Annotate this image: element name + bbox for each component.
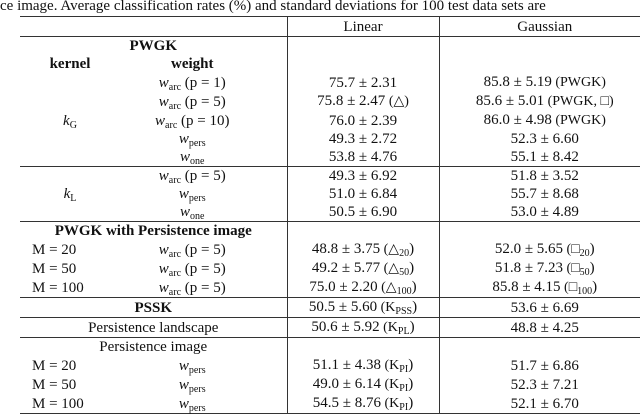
weight-label (179, 377, 206, 393)
gaussian-empty (439, 37, 640, 56)
weight-label-symbol: w (158, 279, 169, 296)
weight-label (155, 113, 229, 129)
score-value: 55.1 ± 8.42 (510, 149, 579, 165)
weight-cell (120, 167, 287, 186)
score-note: (△) (385, 94, 409, 109)
kernel-label-symbol: k (63, 186, 71, 202)
weight-heading: weight (171, 56, 214, 72)
table-row (20, 259, 640, 278)
score-note-subscript: PI (399, 383, 409, 394)
weight-label-param: (p = 5) (181, 260, 226, 277)
weight-label (179, 358, 206, 374)
score-note: (K (377, 300, 396, 315)
kernel-label-subscript: L (70, 193, 77, 204)
score-note: (K (381, 358, 400, 373)
score-value: 52.3 ± 7.21 (510, 376, 579, 393)
score-value: 85.6 ± 5.01 (475, 93, 545, 109)
weight-label (179, 131, 206, 147)
score-value: 86.0 ± 4.98 (483, 112, 552, 128)
table-row (20, 318, 640, 338)
kernel-label (63, 113, 77, 129)
weight-label-subscript: arc (168, 81, 182, 93)
score-value: 50.6 ± 5.92 (311, 319, 380, 335)
weight-cell (120, 394, 287, 414)
linear-score (287, 185, 439, 203)
section-title: PWGK (20, 37, 287, 56)
gaussian-score (439, 394, 640, 414)
linear-score (287, 203, 439, 222)
table-row (20, 111, 640, 130)
linear-score (287, 92, 439, 111)
table-row (20, 375, 640, 394)
weight-label (180, 204, 204, 220)
weight-label-param: (p = 5) (181, 279, 226, 296)
score-value: 51.7 ± 6.86 (510, 357, 579, 374)
resolution-cell (20, 259, 120, 278)
linear-score (287, 130, 439, 148)
kernel-cell (20, 185, 120, 203)
weight-label-subscript: arc (168, 286, 182, 298)
weight-cell (120, 92, 287, 111)
score-value: 53.8 ± 4.76 (328, 149, 398, 165)
weight-cell (120, 148, 287, 167)
score-value: 85.8 ± 4.15 (492, 279, 561, 295)
weight-label-symbol: w (155, 112, 166, 129)
score-value: 49.2 ± 5.77 (311, 260, 381, 276)
gaussian-score (439, 356, 640, 375)
subheader-row (20, 55, 640, 73)
gaussian-empty (439, 338, 640, 357)
weight-label-symbol: w (178, 357, 189, 374)
weight-label-symbol: w (158, 168, 169, 184)
header-linear: Linear (287, 17, 439, 37)
method-label: Persistence landscape (20, 318, 287, 338)
table-row (20, 73, 640, 92)
weight-label-symbol: w (158, 260, 169, 277)
kernel-cell (20, 92, 120, 111)
weight-label-param: (p = 5) (181, 241, 226, 258)
table-row (20, 92, 640, 111)
kernel-cell (20, 111, 120, 130)
gaussian-score (439, 278, 640, 298)
table-row (20, 167, 640, 186)
score-value: 52.1 ± 6.70 (510, 395, 579, 412)
score-value: 75.0 ± 2.20 (309, 279, 378, 295)
score-value: 51.1 ± 4.38 (312, 357, 382, 373)
score-note: (PWGK) (551, 75, 606, 90)
score-note-subscript: 20 (399, 248, 410, 259)
weight-label-subscript: pers (188, 364, 206, 376)
weight-cell (120, 73, 287, 92)
score-note-close: ) (589, 241, 595, 257)
resolution-label: M = 20 (32, 357, 77, 374)
weight-label (180, 149, 204, 165)
weight-label-symbol: w (178, 186, 189, 202)
table-caption: ce image. Average classification rates (%) and standard deviations for 100 test data sets are (0, 0, 546, 14)
table-row (20, 148, 640, 167)
score-value: 76.0 ± 2.39 (328, 112, 398, 129)
score-note-close: ) (409, 260, 415, 276)
resolution-label: M = 100 (32, 395, 84, 412)
table-row (20, 394, 640, 414)
section-title: PWGK with Persistence image (20, 222, 287, 241)
weight-label-param: (p = 5) (181, 93, 226, 110)
table-row (20, 298, 640, 318)
weight-label-subscript: arc (168, 100, 182, 112)
weight-label (159, 280, 226, 296)
table-row (20, 130, 640, 148)
linear-empty (287, 37, 439, 56)
linear-score (287, 73, 439, 92)
score-note-close: ) (409, 319, 415, 335)
weight-cell (120, 259, 287, 278)
weight-label-subscript: arc (168, 267, 182, 279)
score-note-close: ) (411, 279, 417, 295)
score-note: (□ (563, 242, 580, 257)
score-note-subscript: 50 (399, 267, 410, 278)
score-value: 51.0 ± 6.84 (328, 186, 398, 202)
weight-label (159, 242, 226, 258)
weight-label-subscript: arc (168, 175, 182, 186)
linear-score (287, 148, 439, 167)
score-note-close: ) (589, 260, 595, 276)
resolution-cell (20, 240, 120, 259)
score-value: 49.3 ± 2.72 (328, 131, 398, 147)
weight-cell (120, 375, 287, 394)
score-value: 49.3 ± 6.92 (328, 168, 398, 184)
score-value: 75.8 ± 2.47 (317, 93, 386, 109)
linear-empty (287, 338, 439, 357)
gaussian-score (439, 167, 640, 186)
resolution-label: M = 50 (32, 376, 77, 393)
score-note: (PWGK) (551, 113, 606, 128)
kernel-cell (20, 203, 120, 222)
section-title-row (20, 222, 640, 241)
gaussian-score (439, 130, 640, 148)
weight-label-subscript: one (190, 211, 205, 222)
score-value: 75.7 ± 2.31 (328, 74, 398, 91)
score-note: (K (381, 377, 400, 392)
weight-label (159, 168, 226, 184)
weight-label-symbol: w (158, 241, 169, 258)
score-note-subscript: PI (399, 364, 409, 375)
table-row (20, 240, 640, 259)
table-row (20, 356, 640, 375)
kernel-label (64, 186, 77, 202)
weight-label-param: (p = 10) (177, 112, 230, 129)
score-note: (△ (380, 261, 400, 276)
linear-score (287, 356, 439, 375)
weight-cell (120, 111, 287, 130)
weight-label-subscript: arc (165, 119, 178, 131)
weight-label-param: (p = 5) (181, 168, 226, 184)
section-title: Persistence image (20, 338, 287, 357)
section-title-row (20, 37, 640, 56)
linear-score (287, 298, 439, 318)
weight-label-symbol: w (178, 376, 189, 393)
results-table (20, 16, 640, 414)
gaussian-score (439, 375, 640, 394)
gaussian-score (439, 240, 640, 259)
score-note-close: ) (412, 299, 418, 315)
score-value: 49.0 ± 6.14 (312, 376, 382, 392)
score-note-close: ) (408, 395, 414, 411)
kernel-label-symbol: k (63, 112, 70, 129)
gaussian-score (439, 298, 640, 318)
score-note-subscript: 100 (577, 286, 593, 297)
score-note-close: ) (408, 357, 414, 373)
score-note: (K (379, 320, 398, 335)
resolution-label: M = 100 (32, 279, 84, 296)
weight-label (159, 94, 226, 110)
score-value: 51.8 ± 7.23 (494, 260, 564, 276)
resolution-cell (20, 356, 120, 375)
kernel-cell (20, 167, 120, 186)
gaussian-score (439, 111, 640, 130)
resolution-label: M = 50 (32, 260, 77, 277)
gaussian-score (439, 185, 640, 203)
weight-label (179, 186, 206, 202)
table-row (20, 278, 640, 298)
score-value: 48.8 ± 4.25 (510, 319, 579, 336)
weight-label-subscript: pers (188, 383, 206, 395)
score-note-subscript: PI (399, 402, 409, 413)
score-note: (□ (560, 280, 578, 295)
resolution-label: M = 20 (32, 241, 77, 258)
linear-score (287, 259, 439, 278)
gaussian-empty (439, 222, 640, 241)
weight-label-symbol: w (158, 93, 169, 110)
weight-cell (120, 130, 287, 148)
linear-score (287, 111, 439, 130)
kernel-cell (20, 148, 120, 167)
method-label: PSSK (20, 298, 287, 318)
kernel-cell (20, 130, 120, 148)
score-value: 85.8 ± 5.19 (483, 74, 552, 90)
linear-score (287, 375, 439, 394)
score-value: 53.0 ± 4.89 (510, 204, 579, 220)
linear-score (287, 240, 439, 259)
weight-label-subscript: one (190, 156, 205, 167)
results-table-body (20, 17, 640, 414)
weight-label (159, 261, 226, 277)
score-note-close: ) (408, 376, 414, 392)
score-note: (PWGK, □) (544, 94, 614, 109)
score-note: (△ (377, 280, 397, 295)
score-note-close: ) (592, 279, 598, 295)
weight-label-subscript: pers (188, 138, 206, 149)
linear-score (287, 318, 439, 338)
linear-empty (287, 222, 439, 241)
gaussian-score (439, 73, 640, 92)
kernel-cell (20, 73, 120, 92)
score-note: (□ (563, 261, 580, 276)
weight-cell (120, 185, 287, 203)
score-value: 52.3 ± 6.60 (510, 131, 579, 147)
weight-label-symbol: w (178, 395, 189, 412)
linear-score (287, 167, 439, 186)
weight-label-symbol: w (180, 149, 191, 165)
weight-label-symbol: w (158, 74, 169, 91)
table-row (20, 185, 640, 203)
weight-label-symbol: w (180, 204, 191, 220)
weight-label (159, 75, 226, 91)
weight-label-subscript: pers (188, 402, 206, 414)
score-note: (△ (380, 242, 400, 257)
gaussian-score (439, 92, 640, 111)
header-gaussian: Gaussian (439, 17, 640, 37)
score-value: 54.5 ± 8.76 (312, 395, 382, 411)
kernel-heading: kernel (49, 56, 91, 72)
score-note-subscript: 20 (579, 248, 590, 259)
linear-score (287, 394, 439, 414)
score-note-subscript: PSS (395, 306, 413, 317)
weight-label-subscript: pers (188, 193, 206, 204)
header-row (20, 17, 640, 37)
table-row (20, 203, 640, 222)
weight-label (179, 396, 206, 412)
score-value: 52.0 ± 5.65 (494, 241, 564, 257)
resolution-cell (20, 278, 120, 298)
weight-label-param: (p = 1) (181, 74, 226, 91)
resolution-cell (20, 375, 120, 394)
resolution-cell (20, 394, 120, 414)
score-note-subscript: PL (397, 326, 410, 337)
score-value: 55.7 ± 8.68 (510, 186, 579, 202)
section-title-row (20, 338, 640, 357)
score-note-close: ) (409, 241, 415, 257)
gaussian-score (439, 259, 640, 278)
weight-cell (120, 240, 287, 259)
gaussian-empty (439, 55, 640, 73)
gaussian-score (439, 318, 640, 338)
weight-cell (120, 203, 287, 222)
score-value: 50.5 ± 6.90 (328, 204, 398, 220)
weight-label-subscript: arc (168, 248, 182, 260)
score-value: 50.5 ± 5.60 (308, 299, 378, 315)
kernel-label-subscript: G (69, 119, 77, 131)
linear-empty (287, 55, 439, 73)
weight-label-symbol: w (178, 131, 189, 147)
score-value: 53.6 ± 6.69 (510, 299, 579, 316)
score-note-subscript: 50 (579, 267, 590, 278)
weight-cell (120, 356, 287, 375)
linear-score (287, 278, 439, 298)
gaussian-score (439, 148, 640, 167)
weight-cell (120, 278, 287, 298)
gaussian-score (439, 203, 640, 222)
score-value: 51.8 ± 3.52 (510, 168, 579, 184)
score-note: (K (381, 396, 400, 411)
score-note-subscript: 100 (396, 286, 412, 297)
score-value: 48.8 ± 3.75 (311, 241, 381, 257)
